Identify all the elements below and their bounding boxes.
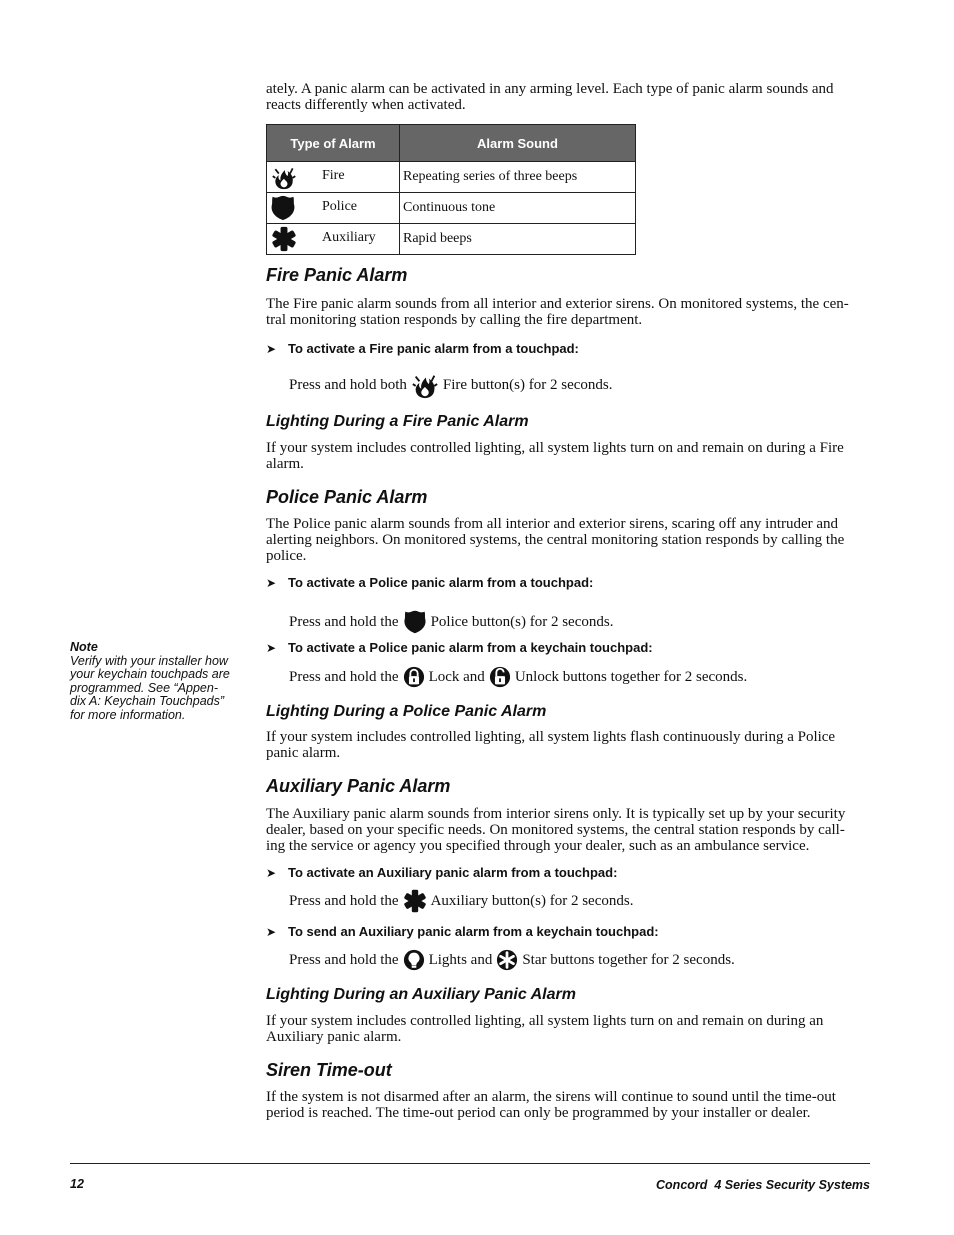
arrow-bullet-icon: ➤ <box>266 925 277 939</box>
procedure-text: To activate an Auxiliary panic alarm from a touchpad: <box>288 865 618 880</box>
header-type-of-alarm: Type of Alarm <box>267 125 400 161</box>
alarm-type: Auxiliary <box>322 230 376 245</box>
fire-icon <box>270 164 298 195</box>
auxiliary-keychain-procedure-heading <box>266 924 866 940</box>
auxiliary-lighting-paragraph <box>266 1013 876 1045</box>
step-text: Fire button(s) for 2 seconds. <box>442 377 613 393</box>
table-row <box>267 223 635 254</box>
paragraph-line: police. <box>266 548 307 564</box>
arrow-bullet-icon: ➤ <box>266 641 277 655</box>
alarm-type: Police <box>322 199 357 214</box>
note-title: Note <box>70 640 98 654</box>
paragraph-line: ing the service or agency you specified through your dealer, such as an ambulance service. <box>266 838 810 854</box>
note-line: your keychain touchpads are <box>70 667 230 681</box>
alarm-type: Fire <box>322 168 345 183</box>
fire-step <box>289 370 612 400</box>
paragraph-line: panic alarm. <box>266 745 341 761</box>
fire-lighting-paragraph <box>266 440 876 472</box>
intro-line: ately. A panic alarm can be activated in any arming level. Each type of panic alarm sounds and <box>266 81 834 97</box>
auxiliary-icon <box>270 226 298 257</box>
siren-paragraph <box>266 1089 876 1121</box>
alarm-sound: Repeating series of three beeps <box>403 169 578 184</box>
police-paragraph <box>266 516 876 564</box>
procedure-text: To activate a Fire panic alarm from a touchpad: <box>288 341 579 356</box>
step-text: Press and hold the <box>289 614 399 630</box>
step-text: Lock and <box>428 669 485 685</box>
table-row <box>267 161 635 192</box>
note-line: dix A: Keychain Touchpads” <box>70 694 225 708</box>
police-panic-heading: Police Panic Alarm <box>266 487 428 507</box>
procedure-text: To activate a Police panic alarm from a keychain touchpad: <box>288 640 653 655</box>
step-text: Press and hold both <box>289 377 407 393</box>
alarm-sound: Rapid beeps <box>403 231 472 246</box>
step-text: Lights and <box>428 952 493 968</box>
procedure-text: To activate a Police panic alarm from a touchpad: <box>288 575 594 590</box>
police-shield-icon <box>403 609 427 635</box>
light-bulb-icon <box>403 949 425 971</box>
unlock-icon <box>489 666 511 688</box>
paragraph-line: If the system is not disarmed after an alarm, the sirens will continue to sound until the time-out <box>266 1089 836 1105</box>
side-note <box>70 641 245 722</box>
header-alarm-sound: Alarm Sound <box>477 135 558 151</box>
paragraph-line: If your system includes controlled lighting, all system lights flash continuously during a Police <box>266 729 836 745</box>
auxiliary-panic-heading: Auxiliary Panic Alarm <box>266 776 451 796</box>
footer-divider <box>70 1163 870 1164</box>
police-step-keychain <box>289 665 747 689</box>
paragraph-line: period is reached. The time-out period can only be programmed by your installer or dealer. <box>266 1105 811 1121</box>
step-text: Unlock buttons together for 2 seconds. <box>514 669 748 685</box>
siren-timeout-heading: Siren Time-out <box>266 1060 392 1080</box>
fire-icon <box>411 370 439 400</box>
alarm-type-table <box>266 124 636 255</box>
auxiliary-lighting-heading: Lighting During an Auxiliary Panic Alarm <box>266 986 576 1003</box>
fire-paragraph <box>266 296 876 328</box>
footer-title: Concord 4 Series Security Systems <box>656 1178 870 1192</box>
table-row <box>267 192 635 223</box>
auxiliary-icon <box>403 889 427 913</box>
fire-panic-heading: Fire Panic Alarm <box>266 265 408 285</box>
paragraph-line: dealer, based on your specific needs. On monitored systems, the central station responds by call- <box>266 822 845 838</box>
police-lighting-heading: Lighting During a Police Panic Alarm <box>266 703 547 720</box>
step-text: Press and hold the <box>289 893 399 909</box>
lock-icon <box>403 666 425 688</box>
intro-line: reacts differently when activated. <box>266 97 466 113</box>
intro-paragraph <box>266 81 876 113</box>
auxiliary-procedure-heading <box>266 865 866 881</box>
paragraph-line: The Police panic alarm sounds from all interior and exterior sirens, scaring off any intruder and <box>266 516 839 532</box>
paragraph-line: Auxiliary panic alarm. <box>266 1029 402 1045</box>
auxiliary-paragraph <box>266 806 876 854</box>
paragraph-line: The Fire panic alarm sounds from all interior and exterior sirens. On monitored systems, the cen- <box>266 296 849 312</box>
police-keychain-procedure-heading <box>266 640 866 656</box>
police-shield-icon <box>270 195 296 226</box>
step-text: Press and hold the <box>289 952 399 968</box>
procedure-text: To send an Auxiliary panic alarm from a keychain touchpad: <box>288 924 659 939</box>
paragraph-line: If your system includes controlled lighting, all system lights turn on and remain on during an <box>266 1013 824 1029</box>
auxiliary-step-keychain <box>289 948 735 972</box>
alarm-sound: Continuous tone <box>403 200 496 215</box>
star-icon <box>496 949 518 971</box>
note-line: programmed. See “Appen- <box>70 680 218 695</box>
note-line: for more information. <box>70 707 186 722</box>
arrow-bullet-icon: ➤ <box>266 866 277 880</box>
police-lighting-paragraph <box>266 729 876 761</box>
arrow-bullet-icon: ➤ <box>266 342 277 356</box>
police-step-touchpad <box>289 608 613 636</box>
paragraph-line: The Auxiliary panic alarm sounds from interior sirens only. It is typically set up by your security <box>266 806 846 822</box>
paragraph-line: alerting neighbors. On monitored systems, the central monitoring station responds by calling the <box>266 532 845 548</box>
page-number: 12 <box>70 1177 84 1191</box>
step-text: Auxiliary button(s) for 2 seconds. <box>430 893 634 909</box>
step-text: Press and hold the <box>289 669 399 685</box>
fire-procedure-heading <box>266 341 866 357</box>
police-procedure-heading <box>266 575 866 591</box>
note-line: Verify with your installer how <box>70 653 228 668</box>
step-text: Star buttons together for 2 seconds. <box>522 952 735 968</box>
table-header <box>267 125 635 161</box>
paragraph-line: alarm. <box>266 456 304 472</box>
paragraph-line: tral monitoring station responds by calling the fire department. <box>266 312 643 328</box>
arrow-bullet-icon: ➤ <box>266 576 277 590</box>
step-text: Police button(s) for 2 seconds. <box>430 614 614 630</box>
auxiliary-step-touchpad <box>289 889 633 913</box>
fire-lighting-heading: Lighting During a Fire Panic Alarm <box>266 413 529 430</box>
paragraph-line: If your system includes controlled lighting, all system lights turn on and remain on during a Fire <box>266 440 844 456</box>
